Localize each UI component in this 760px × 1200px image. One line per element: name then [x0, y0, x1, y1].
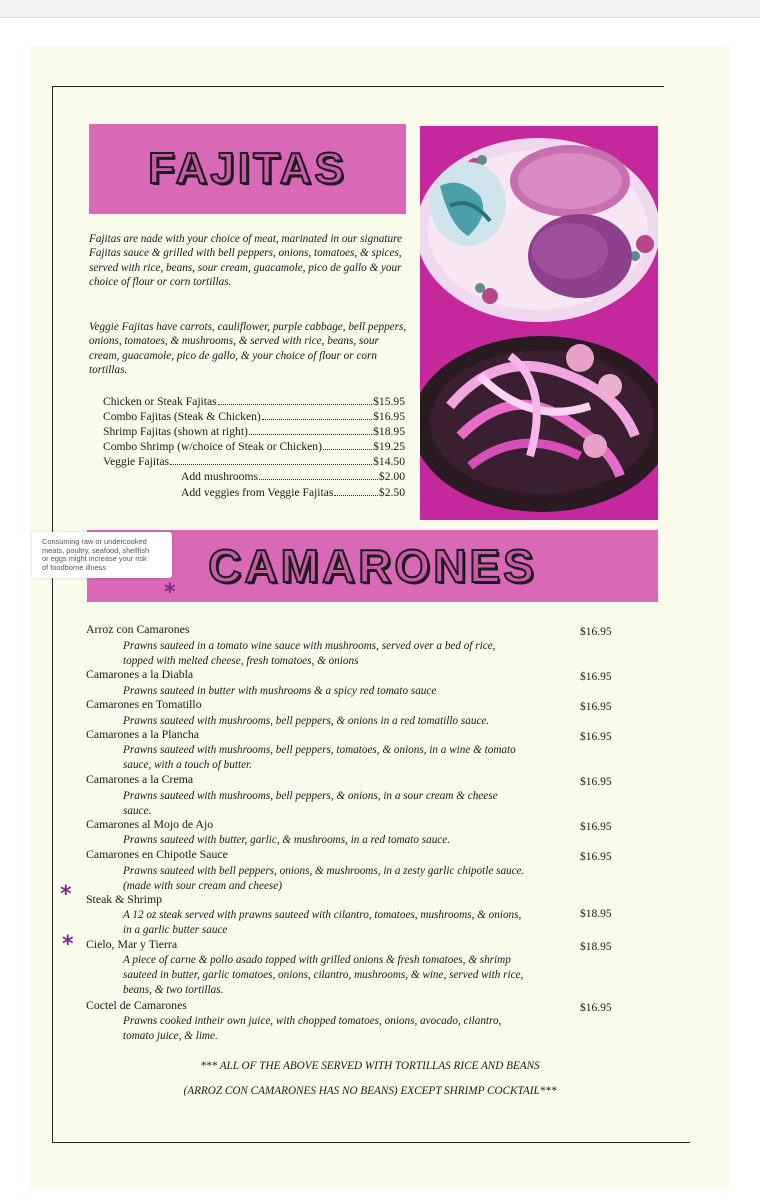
menu-item-description: [123, 743, 578, 773]
price-row-name: Chicken or Steak Fajitas: [103, 395, 217, 408]
menu-item-price: $16.95: [580, 731, 612, 743]
description-line: topped with melted cheese, fresh tomatoes, & onions: [123, 655, 359, 667]
description-line: tomato juice, & lime.: [123, 1030, 218, 1042]
raw-food-warning-sticker: [32, 532, 172, 578]
price-row-value: $18.95: [373, 425, 405, 439]
menu-item-price: $16.95: [580, 701, 612, 713]
menu-item-price: $16.95: [580, 1002, 612, 1014]
asterisk-icon: *: [62, 932, 74, 957]
description-line: Prawns sauteed with bell peppers, onions, & mushrooms, in a zesty garlic chipotle sauce.: [123, 865, 525, 877]
price-row-name: Add mushrooms: [181, 470, 258, 484]
price-row-value: $2.00: [378, 470, 405, 484]
description-line: sauce.: [123, 805, 152, 817]
menu-item-description: [123, 864, 578, 894]
description-line: sauteed in butter, garlic tomatoes, onions, cilantro, mushrooms, & wine, served with rice,: [123, 969, 524, 981]
menu-item-name: Arroz con Camarones: [86, 622, 190, 636]
screen-top-bar: [0, 0, 760, 18]
menu-item-price: $16.95: [580, 851, 612, 863]
description-line: Prawns sauteed with mushrooms, bell peppers, & onions in a red tomatillo sauce.: [123, 715, 490, 727]
price-row: [103, 485, 405, 500]
sticker-line: or eggs might increase your risk: [42, 554, 147, 564]
price-row: [103, 424, 405, 439]
menu-item-description: [123, 953, 578, 998]
price-row: [103, 469, 405, 484]
menu-item-name: Camarones al Mojo de Ajo: [86, 817, 214, 831]
frame-line-bottom: [52, 1142, 690, 1143]
price-row-name: Combo Fajitas (Steak & Chicken): [103, 410, 261, 424]
price-row: [103, 394, 405, 409]
sticker-line: Consuming raw or undercooked: [42, 537, 147, 546]
description-line: Prawns sauteed in a tomato wine sauce with mushrooms, served over a bed of rice,: [123, 640, 496, 652]
menu-item-name: Camarones en Tomatillo: [86, 697, 202, 711]
price-row-value: $2.50: [378, 485, 405, 499]
menu-item-price: $16.95: [580, 671, 612, 683]
menu-item-price: $16.95: [580, 821, 612, 833]
description-line: A piece of carne & pollo asado topped with grilled onions & fresh tomatoes, & shrimp: [123, 954, 511, 966]
menu-item-name: Cielo, Mar y Tierra: [86, 937, 178, 951]
description-line: sauce, with a touch of butter.: [123, 759, 252, 771]
description-line: beans, & two tortillas.: [123, 984, 224, 996]
served-with-note: *** ALL OF THE ABOVE SERVED WITH TORTILLAS RICE AND BEANS: [200, 1060, 540, 1072]
price-row-name: Combo Shrimp (w/choice of Steak or Chicken): [103, 440, 322, 454]
price-row-value: $19.25: [373, 440, 405, 454]
menu-item-price: $18.95: [580, 941, 612, 953]
description-line: Prawns sauteed with butter, garlic, & mushrooms, in a red tomato sauce.: [123, 834, 451, 846]
description-line: Prawns sauteed with mushrooms, bell peppers, tomatoes, & onions, in a wine & tomato: [123, 744, 516, 756]
fajitas-title: FAJITAS: [148, 144, 347, 193]
description-line: Prawns sauteed in butter with mushrooms & a spicy red tomato sauce: [123, 685, 437, 697]
menu-item-name: Steak & Shrimp: [86, 892, 163, 906]
description-line: (made with sour cream and cheese): [123, 880, 282, 892]
frame-line-left: [52, 86, 53, 1142]
served-with-exception-note: (ARROZ CON CAMARONES HAS NO BEANS) EXCEPT SHRIMP COCKTAIL***: [183, 1085, 557, 1097]
price-row-value: $16.95: [373, 410, 405, 424]
menu-item-name: Camarones en Chipotle Sauce: [86, 847, 228, 861]
menu-item-name: Camarones a la Plancha: [86, 727, 200, 741]
menu-item-description: [123, 908, 578, 938]
sticker-line: meats, poultry, seafood, shellfish: [42, 545, 150, 555]
price-row: [103, 454, 405, 469]
sticker-line: of foodborne illness: [42, 562, 107, 572]
price-row: [103, 439, 405, 454]
menu-item-price: $18.95: [580, 908, 612, 920]
description-line: Prawns sauteed with mushrooms, bell peppers, & onions, in a sour cream & cheese: [123, 790, 498, 802]
menu-item-description: [123, 639, 578, 669]
price-row-name: Add veggies from Veggie Fajitas: [181, 485, 334, 499]
description-line: A 12 oz steak served with prawns sauteed with cilantro, tomatoes, mushrooms, & onions,: [123, 909, 522, 921]
asterisk-icon: *: [60, 882, 72, 907]
description-line: Prawns cooked intheir own juice, with chopped tomatoes, onions, avocado, cilantro,: [123, 1015, 502, 1027]
description-line: in a garlic butter sauce: [123, 924, 228, 936]
menu-item-name: Camarones a la Diabla: [86, 667, 194, 681]
menu-item-price: $16.95: [580, 776, 612, 788]
asterisk-icon: *: [164, 580, 176, 605]
price-row-name: Shrimp Fajitas (shown at right): [103, 425, 248, 439]
menu-item-price: $16.95: [580, 626, 612, 638]
veggie-fajitas-description: Veggie Fajitas have carrots, cauliflower, purple cabbage, bell peppers, onions, tomatoes, & mushrooms, & served with rice, beans, sour cream, guacamole, pico de gallo, & your choice of flour or corn tortillas.: [89, 321, 407, 376]
fajitas-banner: [89, 124, 406, 214]
price-row-value: $15.95: [373, 395, 405, 408]
price-row-name: Veggie Fajitas: [103, 455, 170, 469]
price-row: [103, 409, 405, 424]
fajitas-description: Fajitas are nade with your choice of meat, marinated in our signature Fajitas sauce & grilled with bell peppers, onions, tomatoes, & spices, served with rice, beans, sour cream, guacamole, pico de gallo & your choice of flour or corn tortillas.: [89, 233, 403, 288]
camarones-title: CAMARONES: [208, 540, 537, 592]
price-row-value: $14.50: [373, 455, 405, 469]
fajita-plate-photo: [420, 126, 658, 520]
menu-item-description: [123, 789, 578, 819]
menu-item-description: [123, 1014, 578, 1044]
frame-line-top: [52, 86, 664, 87]
menu-item-description: [123, 833, 578, 848]
menu-item-name: Coctel de Camarones: [86, 998, 187, 1012]
menu-item-name: Camarones a la Crema: [86, 772, 194, 786]
fajitas-price-list: [103, 394, 405, 500]
